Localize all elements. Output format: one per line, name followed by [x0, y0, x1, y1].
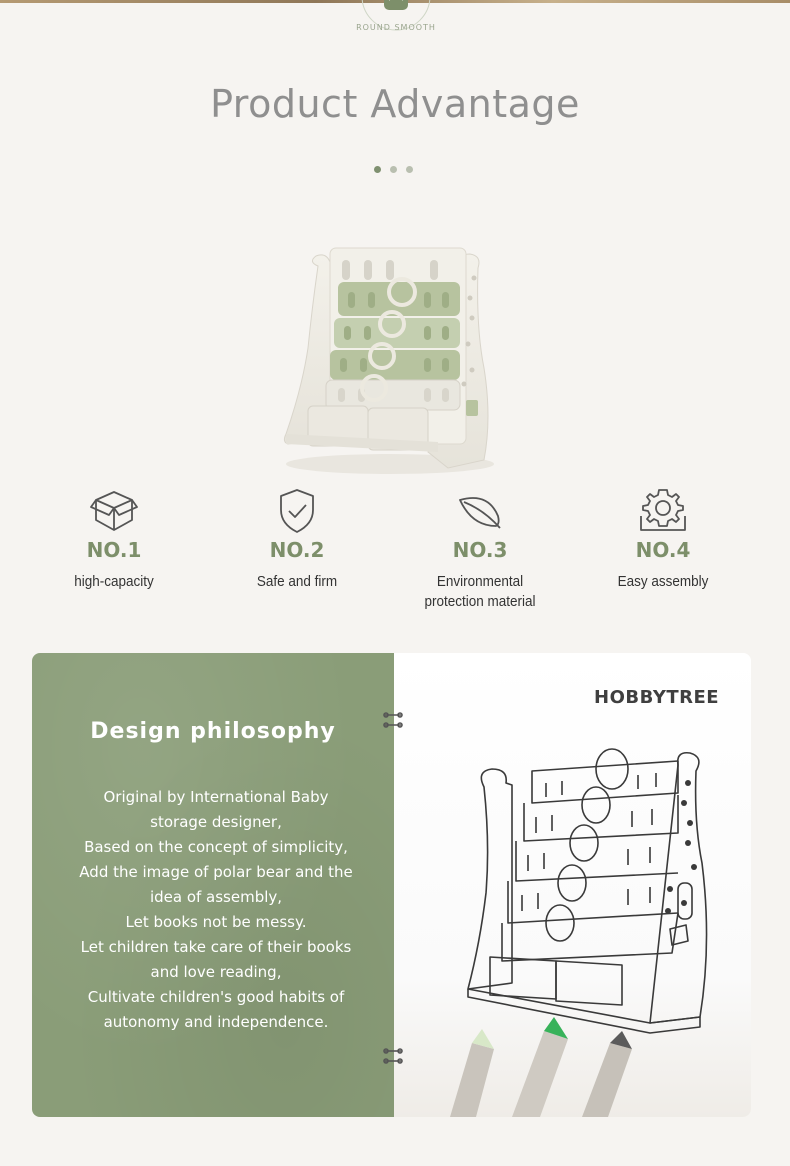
brand-logo: HOBBYTREE: [594, 687, 720, 708]
design-line: and love reading,: [150, 963, 282, 981]
design-description: [76, 785, 356, 1035]
feature-number: NO.2: [269, 538, 325, 562]
shield-check-icon: [271, 486, 323, 534]
feature-item-2: [207, 486, 387, 592]
feature-number: NO.1: [86, 538, 142, 562]
design-line: Let books not be messy.: [125, 913, 307, 931]
bookshelf-sketch-image: [432, 743, 751, 1117]
feature-label: high-capacity: [74, 573, 154, 590]
feature-number: NO.4: [635, 538, 691, 562]
box-icon: [88, 486, 140, 534]
carousel-dot-1[interactable]: [374, 166, 381, 173]
design-line: Add the image of polar bear and the: [79, 863, 353, 881]
feature-label: Easy assembly: [617, 573, 709, 590]
design-line: Cultivate children's good habits of: [87, 988, 345, 1006]
design-line: Let children take care of their books: [80, 938, 352, 956]
design-philosophy-card: [32, 653, 751, 1117]
design-title: Design philosophy: [90, 719, 336, 744]
svg-text:ROUND SMOOTH: ROUND SMOOTH: [356, 23, 436, 32]
feature-number: NO.3: [452, 538, 508, 562]
feature-list: [24, 486, 756, 626]
feature-label: Safe and firm: [256, 573, 338, 590]
feature-item-4: [573, 486, 753, 592]
leaf-icon: [454, 486, 506, 534]
design-line: Based on the concept of simplicity,: [84, 838, 348, 856]
design-line: idea of assembly,: [149, 888, 283, 906]
design-line: autonomy and independence.: [103, 1013, 329, 1031]
binder-ring-icon: [382, 709, 404, 731]
design-line: Original by International Baby: [103, 788, 329, 806]
carousel-dot-2[interactable]: [390, 166, 397, 173]
feature-item-3: [390, 486, 570, 612]
carousel-dots: [374, 166, 413, 173]
feature-item-1: [24, 486, 204, 592]
round-smooth-badge: [356, 0, 436, 36]
feature-label: Environmental protection material: [424, 573, 536, 610]
design-text-panel: [32, 653, 394, 1117]
page-title: Product Advantage: [210, 82, 580, 126]
gear-icon: [637, 486, 689, 534]
design-line: storage designer,: [150, 813, 282, 831]
binder-ring-icon: [382, 1045, 404, 1067]
bookshelf-product-image: [278, 238, 502, 478]
carousel-dot-3[interactable]: [406, 166, 413, 173]
